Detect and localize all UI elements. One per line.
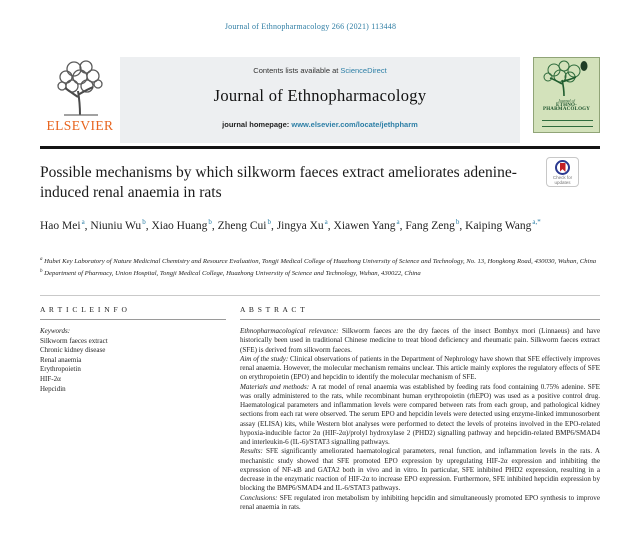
journal-name: Journal of Ethnopharmacology: [213, 86, 427, 105]
keywords-block: [40, 327, 226, 394]
paragraph-lead: Ethnopharmacological relevance:: [240, 327, 342, 335]
keyword-item: HIF-2α: [40, 374, 61, 383]
affiliation-sup: b: [40, 268, 43, 274]
cover-title-line2: ETHNO-: [556, 102, 577, 108]
paragraph-lead: Materials and methods:: [240, 382, 312, 391]
abstract-rule: [240, 319, 600, 320]
article-info-section: [40, 305, 226, 394]
keyword-item: Silkworm faeces extract: [40, 336, 108, 345]
keyword-item: Hepcidin: [40, 384, 66, 393]
author-list: Hao Mei$^a$, Niuniu Wu$^b$, Xiao Huang$^b$, Zheng Cui$^b$, Jingya Xu$^a$, Xiawen Yang$^a$, Fang Zeng$^b$, Kaiping Wang$^{a,*}$: [40, 218, 541, 232]
affiliation-sup: a: [40, 257, 43, 262]
cover-title-line1: Journal of: [558, 98, 575, 103]
author: Xiawen Yang$^a$: [333, 218, 400, 232]
author: Jingya Xu$^a$: [276, 218, 328, 232]
paragraph-lead: Aim of the study:: [240, 354, 291, 363]
abstract-heading: A B S T R A C T: [240, 305, 306, 314]
homepage-line: [120, 120, 520, 129]
abstract-section: [240, 305, 600, 512]
author-affiliation-sup: a: [324, 218, 328, 226]
abstract-paragraph: Ethnopharmacological relevance: Silkworm faeces are the dry faeces of the insect Bombyx mori (Linnaeus) and have historically been used in traditional Chinese medicine to treat blood deficiency and rheumatic pain. Silkworm faeces extract (SFE) is derived from silkworm faeces.: [240, 327, 600, 354]
affiliation-item: $^b$ Department of Pharmacy, Union Hospital, Tongji Medical College, Huazhong University of Science and Technology, Wuhan, 430022, China: [40, 268, 421, 277]
author: Niuniu Wu$^b$: [90, 218, 146, 232]
keywords-label: Keywords:: [40, 327, 71, 335]
contents-line: [120, 66, 520, 75]
article-info-rule: [40, 319, 226, 320]
author: Xiao Huang$^b$: [151, 218, 212, 232]
affiliation-list: [40, 255, 600, 278]
keyword-list: [40, 337, 226, 395]
author: Kaiping Wang$^{a,*}$: [465, 218, 541, 232]
author-affiliation-sup: b: [142, 218, 146, 226]
keyword-item: Chronic kidney disease: [40, 346, 106, 355]
elsevier-logo-text: ELSEVIER: [46, 118, 114, 133]
check-updates-label-line2: updates: [554, 179, 571, 185]
header-banner: [120, 57, 520, 143]
abstract-paragraph: Materials and methods: A rat model of renal anaemia was established by feeding rats food containing 0.75% adenine. SFE was orally administered to the rats, while recombinant human erythropoietin (rhEPO) was used as a positive control drug. Haematological parameters and inflammation levels were compared between rats from each group, and pathological kidney sections from each rat were observed. The serum EPO and hepcidin levels were detected using enzyme-linked immunosorbent assay (ELISA) kits, while Western blot analyses were performed to detect the levels of proteins involved in the EPO-related hypoxia-inducible factor 2α (HIF-2α)/prolyl hydroxylase 2 (PHD2) signalling pathway and hepcidin-related BMP6/SMAD4 and interleukin-6 (IL-6)/STAT3 signalling pathways.: [240, 382, 600, 446]
bookmark-icon: [560, 163, 566, 172]
paragraph-lead: Conclusions:: [240, 493, 280, 502]
author: Zheng Cui$^b$: [217, 218, 271, 232]
homepage-link[interactable]: www.elsevier.com/locate/jethpharm: [291, 120, 418, 129]
keyword-item: Renal anaemia: [40, 355, 82, 364]
author-affiliation-sup: a: [396, 218, 400, 226]
elsevier-tree-icon: [40, 57, 120, 117]
article-title: Possible mechanisms by which silkworm faeces extract ameliorates adenine-induced renal anaemia in rats: [40, 164, 517, 201]
elsevier-logo: [40, 57, 120, 145]
updates-circle-icon: [555, 160, 570, 175]
cover-rule-bottom: [542, 126, 593, 127]
cover-title: [534, 99, 599, 113]
header-divider-bar: [40, 146, 600, 149]
abstract-paragraphs: [240, 327, 600, 512]
journal-header: [40, 57, 600, 145]
abstract-paragraph: Aim of the study: Clinical observations of patients in the Department of Nephrology have shown that SFE effectively improves renal anaemia. However, the molecular mechanism remains unclear. This article mainly explores the regulatory effects of SFE on erythropoietin (EPO) and hepcidin to identify the molecular mechanism of SFE.: [240, 354, 600, 382]
check-updates-label-line1: Check for: [552, 175, 573, 180]
author-affiliation-sup: b: [208, 218, 212, 226]
cover-title-line3: PHARMACOLOGY: [542, 107, 591, 113]
author-affiliation-sup: b: [455, 218, 460, 226]
cover-rule-top: [542, 120, 593, 121]
keyword-item: Erythropoietin: [40, 365, 81, 374]
paragraph-lead: Results:: [240, 447, 267, 456]
homepage-prefix: journal homepage:: [222, 120, 292, 129]
contents-prefix: Contents lists available at: [253, 66, 341, 75]
journal-cover-thumbnail: [533, 57, 600, 133]
author-affiliation-sup: b: [267, 218, 271, 226]
journal-citation: Journal of Ethnopharmacology 266 (2021) 113448: [224, 22, 397, 31]
abstract-paragraph: Conclusions: SFE regulated iron metabolism by inhibiting hepcidin and simultaneously promoted EPO synthesis to improve renal anaemia in rats.: [240, 493, 600, 511]
author-affiliation-sup: a: [81, 218, 85, 226]
affiliation-item: $^a$ Hubei Key Laboratory of Nature Medicinal Chemistry and Resource Evaluation, Tongji Medical College of Huazhong University of Science and Technology, No. 13, Hongkong Road, 430030, Wuhan, China: [40, 257, 597, 266]
author-affiliation-sup: a,*: [532, 218, 541, 226]
author: Hao Mei$^a$: [40, 218, 85, 232]
article-info-heading: A R T I C L E I N F O: [40, 305, 128, 314]
author: Fang Zeng$^b$: [405, 218, 460, 232]
section-divider-rule: [40, 295, 600, 296]
sciencedirect-link[interactable]: ScienceDirect: [340, 66, 387, 75]
abstract-paragraph: Results: SFE significantly ameliorated haematological parameters, renal function, and inflammation levels in the rats. A mechanistic study showed that SFE promoted EPO expression by upregulating HIF-2α expression and inhibiting the expression of NF-κB and GATA2 both in vivo and in vitro. In particular, SFE inhibited PHD2 expression, resulting in a decrease in the enzymatic reaction of HIF-2α to increase EPO expression. Furthermore, SFE inhibited hepcidin expression by blocking the BMP6/SMAD4 and IL-6/STAT3 pathways.: [240, 447, 600, 493]
